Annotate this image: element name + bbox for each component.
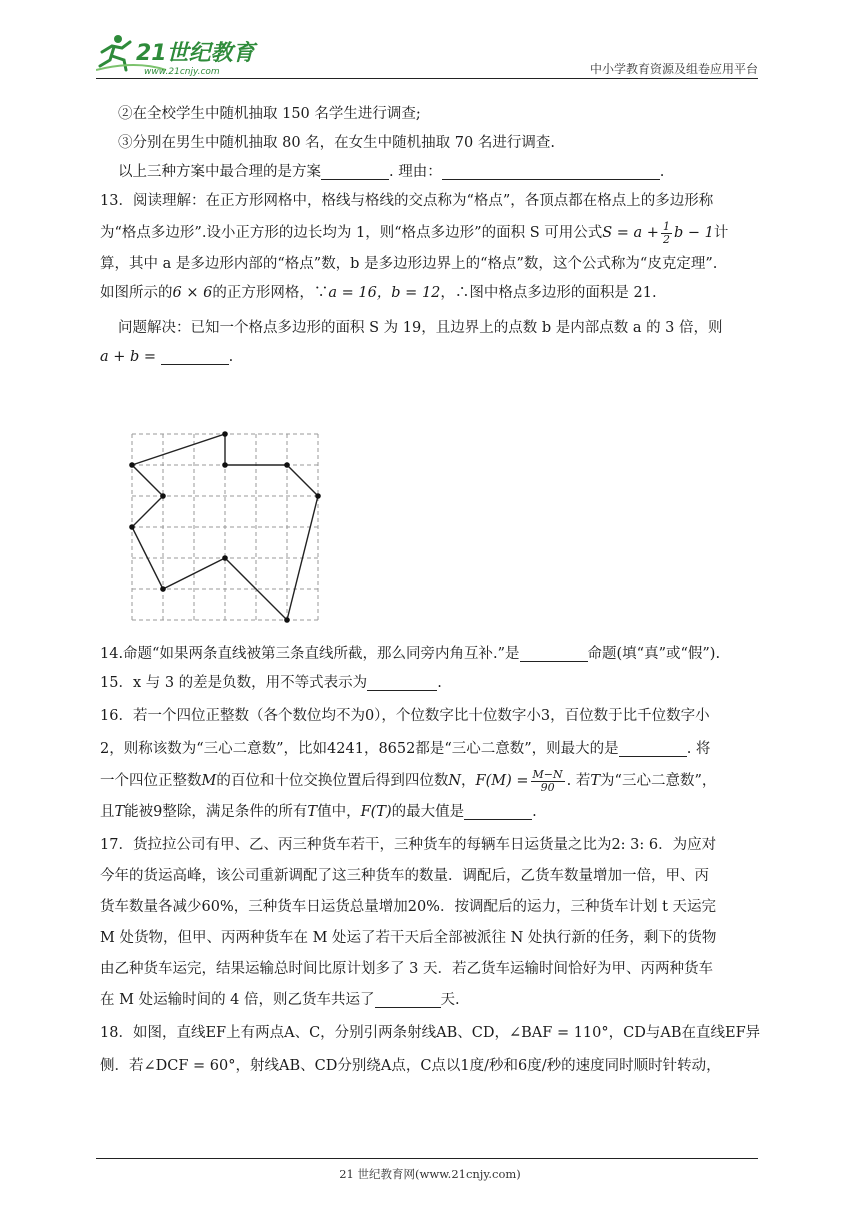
q13-line-6: a + b = . — [100, 343, 760, 372]
q13-line-4: 如图所示的6 × 6的正方形网格，∵a = 16，b = 12，∴图中格点多边形的面积是 21. — [100, 285, 657, 301]
q16-answer-blank-1 — [619, 738, 687, 757]
q17-line-1: 17．货拉拉公司有甲、乙、丙三种货车若干，三种货车的每辆车日运货量之比为2: 3: 6．为应对 — [100, 837, 717, 853]
q12-option-2: ②在全校学生中随机抽取 150 名学生进行调查; — [118, 106, 421, 122]
q17-line-4: M 处货物，但甲、丙两种货车在 M 处运了若干天后全部被派往 N 处执行新的任务，剩下的货物 — [100, 930, 717, 946]
lattice-polygon-figure — [126, 430, 326, 626]
pick-formula-fraction: $\frac{1}{2}$ — [662, 219, 670, 246]
header-divider — [96, 78, 758, 79]
q13-line-1: 13．阅读理解：在正方形网格中，格线与格线的交点称为“格点”，各顶点都在格点上的多边形称 — [100, 193, 714, 209]
q16-line-1: 16．若一个四位正整数（各个数位均不为0），个位数字比十位数字小3，百位数于比千位数字小 — [100, 708, 710, 724]
header-platform-name: 中小学教育资源及组卷应用平台 — [589, 62, 758, 76]
q14-answer-blank — [520, 643, 588, 662]
q16-line-4: 且T能被9整除，满足条件的所有T值中，F(T)的最大值是 . — [100, 798, 760, 827]
q12-option-3: ③分别在男生中随机抽取 80 名，在女生中随机抽取 70 名进行调查. — [118, 135, 555, 151]
q16-answer-blank-2 — [464, 801, 532, 820]
f-definition-fraction: $\frac{M-N}{90}$ — [532, 767, 563, 794]
q18-line-1: 18．如图，直线EF上有两点A、C，分别引两条射线AB、CD，∠BAF = 110°，CD与AB在直线EF异 — [100, 1025, 761, 1041]
q15: 15．x 与 3 的差是负数，用不等式表示为 . — [100, 669, 760, 698]
q15-answer-blank — [367, 672, 437, 691]
logo-sub-text: www.21cnjy.com — [144, 67, 220, 77]
q12-answer-blank-1 — [321, 161, 389, 180]
q17-line-3: 货车数量各减少60%，三种货车日运货总量增加20%．按调配后的运力，三种货车计划 t 天运完 — [100, 899, 716, 915]
q12-question: 以上三种方案中最合理的是方案 . 理由： . — [100, 158, 760, 187]
q14: 14.命题“如果两条直线被第三条直线所截，那么同旁内角互补.”是 命题(填“真”或“假”). — [100, 640, 760, 669]
q17-answer-blank — [375, 989, 441, 1008]
q13-line-2: 为“格点多边形”.设小正方形的边长均为 1，则“格点多边形”的面积 S 可用公式S = a + $\frac{1}{2}$ b − 1计 — [100, 219, 729, 246]
q16-line-3: 一个四位正整数M的百位和十位交换位置后得到四位数N，F(M) = $\frac{M-N}{90}$ . 若T为“三心二意数”， — [100, 767, 717, 794]
q18-line-2: 侧．若∠DCF = 60°，射线AB、CD分别绕A点，C点以1度/秒和6度/秒的速度同时顺时针转动， — [100, 1058, 721, 1074]
document-body — [100, 100, 760, 372]
q17-line-2: 今年的货运高峰，该公司重新调配了这三种货车的数量．调配后，乙货车数量增加一倍，甲、丙 — [100, 868, 709, 884]
logo — [96, 30, 266, 78]
q17-line-6: 在 M 处运输时间的 4 倍，则乙货车共运了 天. — [100, 986, 760, 1015]
q12-answer-blank-2 — [442, 161, 660, 180]
q13-line-3: 算，其中 a 是多边形内部的“格点”数，b 是多边形边界上的“格点”数，这个公式称为“皮克定理”. — [100, 256, 718, 272]
page-header — [96, 30, 758, 78]
document-body-continued — [100, 640, 760, 1081]
page-footer: 21 世纪教育网(www.21cnjy.com) — [339, 1167, 521, 1181]
q13-line-5: 问题解决：已知一个格点多边形的面积 S 为 19，且边界上的点数 b 是内部点数 a 的 3 倍，则 — [118, 320, 723, 336]
footer-divider — [96, 1158, 758, 1159]
logo-main-text: 21世纪教育 — [136, 41, 255, 66]
q13-answer-blank — [161, 346, 229, 365]
q16-line-2: 2，则称该数为“三心二意数”，比如4241，8652都是“三心二意数”，则最大的是 . 将 — [100, 735, 760, 764]
q17-line-5: 由乙种货车运完，结果运输总时间比原计划多了 3 天．若乙货车运输时间恰好为甲、丙两种货车 — [100, 961, 713, 977]
